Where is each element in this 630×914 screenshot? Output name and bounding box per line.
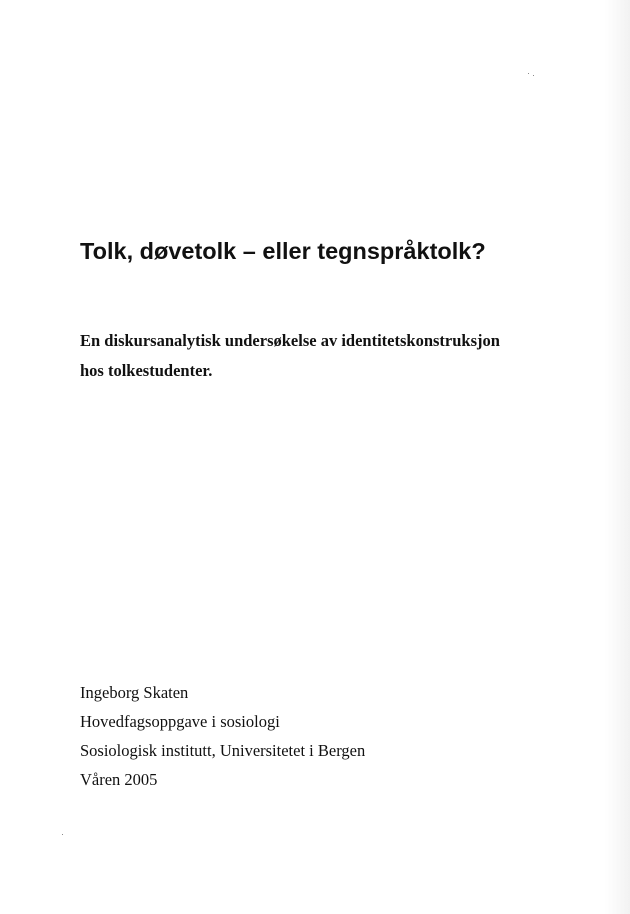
institution: Sosiologisk institutt, Universitetet i Bergen [80,741,366,760]
author-name: Ingeborg Skaten [80,683,189,702]
thesis-title: Tolk, døvetolk – eller tegnspråktolk? [80,238,486,264]
thesis-subtitle [80,326,560,386]
scan-speck [62,834,63,835]
subtitle-line-2: hos tolkestudenter. [80,361,213,380]
subtitle-line-1: En diskursanalytisk undersøkelse av identitetskonstruksjon [80,331,500,350]
thesis-type: Hovedfagsoppgave i sosiologi [80,712,280,731]
scan-speck [533,75,534,76]
scan-speck [528,73,529,74]
author-info-block [80,678,365,794]
semester: Våren 2005 [80,770,158,789]
